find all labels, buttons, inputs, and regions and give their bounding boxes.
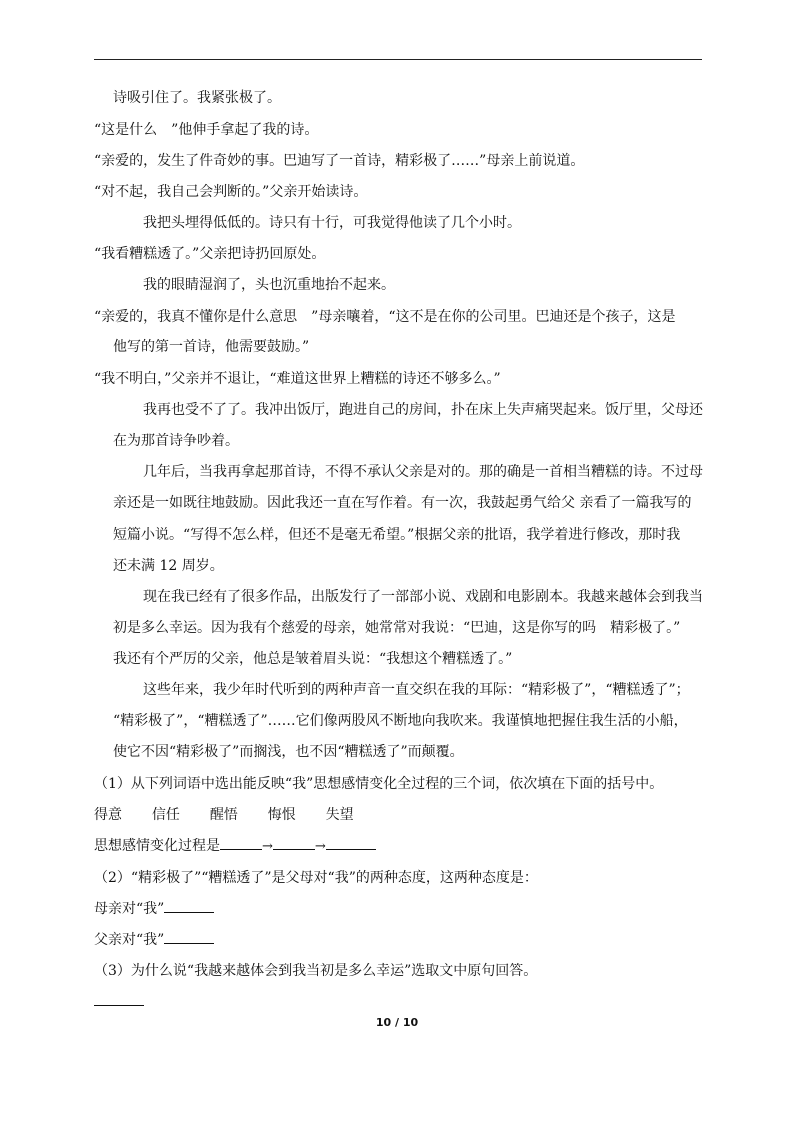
answer-blank-1[interactable] [220, 837, 262, 850]
story-line: “精彩极了”，“糟糕透了”……它们像两股风不断地向我吹来。我谨慎地把握住我生活的小船， [113, 713, 688, 729]
story-line: 在为那首诗争吵着。 [113, 433, 239, 449]
word-option: 悔恨 [267, 807, 296, 823]
word-option: 信任 [151, 807, 180, 823]
q3-answer-row [94, 992, 144, 1012]
arrow-icon: → [314, 839, 326, 854]
q2-mother-label: 母亲对“我” [94, 901, 165, 917]
word-option: 醒悟 [209, 807, 238, 823]
answer-blank-3[interactable] [326, 837, 376, 850]
story-line: 亲还是一如既往地鼓励。因此我还一直在写作着。有一次，我鼓起勇气给父 亲看了一篇我写的 [113, 495, 692, 511]
question-3: （3）为什么说“我越来越体会到我当初是多么幸运”选取文中原句回答。 [94, 963, 538, 979]
story-line: “对不起，我自己会判断的。”父亲开始读诗。 [94, 184, 368, 200]
story-line: 我还有个严厉的父亲，他总是皱着眉头说：“我想这个糟糕透了。” [113, 651, 513, 667]
word-options [94, 805, 354, 825]
story-line: “我不明白，”父亲并不退让，“难道这世界上糟糕的诗还不够多么。” [94, 371, 501, 387]
story-line: 短篇小说。“写得不怎么样，但还不是毫无希望。”根据父亲的批语，我学着进行修改，那时我 [113, 527, 681, 543]
story-line: 他写的第一首诗，他需要鼓励。” [113, 339, 310, 355]
arrow-icon: → [262, 839, 273, 854]
story-line: “亲爱的，我真不懂你是什么意思 ”母亲嚷着，“这不是在你的公司里。巴迪还是个孩子，这是 [94, 309, 676, 325]
q2-mother-row [94, 899, 214, 919]
word-option: 得意 [94, 807, 122, 823]
story-line: “亲爱的，发生了件奇妙的事。巴迪写了一首诗，精彩极了……”母亲上前说道。 [94, 153, 585, 169]
story-line: 几年后，当我再拿起那首诗，不得不承认父亲是对的。那的确是一首相当糟糕的诗。不过母 [143, 464, 703, 480]
q1-answer-prefix: 思想感情变化过程是 [94, 838, 220, 854]
story-line: “我看糟糕透了。”父亲把诗扔回原处。 [94, 246, 326, 262]
question-2: （2）“精彩极了”“糟糕透了”是父母对“我”的两种态度，这两种态度是： [94, 870, 538, 886]
story-line: “这是什么 ”他伸手拿起了我的诗。 [94, 122, 319, 138]
story-line: 使它不因“精彩极了”而搁浅，也不因“糟糕透了”而颠覆。 [113, 744, 464, 760]
page-number: 10 / 10 [375, 1016, 419, 1029]
story-line: 还未满 12 周岁。 [113, 558, 224, 574]
q2-father-label: 父亲对“我” [94, 932, 165, 948]
story-line: 我再也受不了了。我冲出饭厅，跑进自己的房间，扑在床上失声痛哭起来。饭厅里，父母还 [143, 402, 703, 418]
header-rule [94, 59, 702, 60]
story-line: 初是多么幸运。因为我有个慈爱的母亲，她常常对我说：“巴迪，这是你写的吗 精彩极了。” [113, 620, 681, 636]
story-line: 我的眼睛湿润了，头也沉重地抬不起来。 [143, 277, 395, 293]
story-line: 诗吸引住了。我紧张极了。 [113, 90, 281, 106]
q1-answer-row [94, 836, 376, 857]
q2-father-row [94, 930, 214, 950]
answer-blank-2[interactable] [273, 837, 315, 850]
answer-blank-q3[interactable] [94, 993, 144, 1006]
answer-blank-father[interactable] [164, 931, 214, 944]
story-line: 现在我已经有了很多作品，出版发行了一部部小说、戏剧和电影剧本。我越来越体会到我当 [143, 589, 703, 605]
story-line: 我把头埋得低低的。诗只有十行，可我觉得他读了几个小时。 [143, 215, 521, 231]
question-1: （1）从下列词语中选出能反映“我”思想感情变化全过程的三个词，依次填在下面的括号中。 [94, 776, 664, 792]
story-line: 这些年来，我少年时代听到的两种声音一直交织在我的耳际：“精彩极了”，“糟糕透了”； [143, 682, 690, 698]
answer-blank-mother[interactable] [164, 900, 214, 913]
word-option: 失望 [325, 807, 354, 823]
